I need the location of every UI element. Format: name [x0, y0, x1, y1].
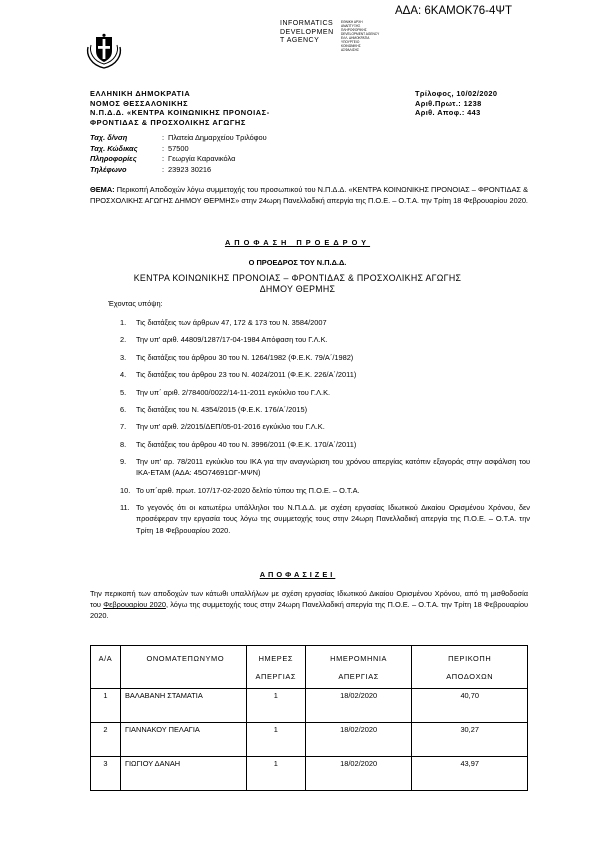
contact-value: 57500: [168, 143, 189, 153]
document-reference: [415, 89, 497, 118]
logo-line: DEVELOPMEN: [280, 28, 334, 36]
logo-small-line: ΕΘΝΙΚΗ ΑΡΧΗ: [341, 20, 363, 24]
payroll-month: Φεβρουαρίου 2020: [103, 600, 166, 610]
contact-key: Ταχ. δ/νση: [90, 133, 128, 142]
list-item: 7. Την υπ' αριθ. 2/2015/ΔΕΠ/05-01-2016 εγκύκλιο του Γ.Λ.Κ.: [120, 422, 325, 432]
ada-code: ΑΔΑ: 6ΚΑΜΟΚ76-4ΨΤ: [395, 5, 512, 17]
contact-value: 23923 30216: [168, 164, 212, 174]
col-header-days: ΗΜΕΡΕΣ ΑΠΕΡΓΙΑΣ: [246, 646, 305, 689]
contact-key: Πληροφορίες: [90, 154, 137, 163]
decides-title: ΑΠΟΦΑΣΙΖΕΙ: [259, 570, 336, 579]
salary-cut-table: [90, 645, 528, 791]
col-header-aa: Α/Α: [91, 646, 121, 689]
president-title: Ο ΠΡΟΕΔΡΟΣ ΤΟΥ Ν.Π.Δ.Δ.: [248, 258, 347, 267]
list-item: 1. Τις διατάξεις των άρθρων 47, 172 & 173 του Ν. 3584/2007: [120, 318, 327, 327]
col-header-name: ΟΝΟΜΑΤΕΠΩΝΥΜΟ: [120, 646, 246, 689]
table-row: 1 ΒΑΛΑΒΑΝΗ ΣΤΑΜΑΤΙΑ 1 18/02/2020 40,70: [91, 689, 528, 723]
contact-value: Γεωργία Καρανικόλα: [168, 154, 236, 163]
logo-small-line: ΑΝΑΠΤΥΞΗΣ: [341, 24, 361, 28]
list-item: 10. Το υπ΄αριθ. πρωτ. 107/17-02-2020 δελτίο τύπου της Π.Ο.Ε. – Ο.Τ.Α.: [120, 485, 360, 495]
subject-text: Περικοπή Αποδοχών λόγω συμμετοχής του προσωπικού του Ν.Π.Δ.Δ. «ΚΕΝΤΡΑ ΚΟΙΝΩΝΙΚΗΣ ΠΡΟΝΟΙΑΣ – ΦΡΟΝΤΙΔΑΣ & ΠΡΟΣΧΟΛΙΚΗΣ ΑΓΩΓΗΣ ΔΗΜΟΥ ΘΕΡΜΗΣ» στην 24ωρη Πανελλαδική απεργία της Π.Ο.Ε. – Ο.Τ.Α. την Τρίτη 18 Φεβρουαρίου 2020.: [90, 185, 528, 205]
logo-small-line: ΥΠΟΥΡΓΕΙΟ: [341, 40, 360, 44]
table-row: 3 ΓΙΩΓΙΟΥ ΔΑΝΑΗ 1 18/02/2020 43,97: [91, 757, 528, 791]
decision-title: ΑΠΟΦΑΣΗ ΠΡΟΕΔΡΟΥ: [224, 238, 371, 247]
col-header-date: ΗΜΕΡΟΜΗΝΙΑ ΑΠΕΡΓΙΑΣ: [305, 646, 412, 689]
decision-number: Αριθ. Αποφ.: 443: [415, 108, 481, 118]
list-item: 6. Τις διατάξεις του Ν. 4354/2015 (Φ.Ε.Κ. 176/Α΄/2015): [120, 404, 308, 414]
logo-small-line: ΠΛΗΡΟΦΟΡΙΚΗΣ: [341, 28, 367, 32]
contact-key: Ταχ. Κώδικας: [90, 143, 138, 153]
list-item: 8. Τις διατάξεις του άρθρου 40 του Ν. 3996/2011 (Φ.Ε.Κ. 170/Α΄/2011): [120, 439, 357, 449]
contact-value: Πλατεία Δημαρχείου Τριλόφου: [168, 133, 267, 142]
header-line: Ν.Π.Δ.Δ. «ΚΕΝΤΡΑ ΚΟΙΝΩΝΙΚΗΣ ΠΡΟΝΟΙΑΣ-: [90, 108, 270, 118]
considerations-intro: Έχοντας υπόψη:: [108, 299, 163, 308]
list-item: 5. Την υπ΄ αριθ. 2/78400/0022/14-11-2011 εγκύκλιο του Γ.Λ.Κ.: [120, 387, 331, 397]
issuer-header: [90, 89, 270, 127]
list-item: 9. Την υπ' αρ. 78/2011 εγκύκλιο του ΙΚΑ για την αναγνώριση του χρόνου απεργίας κατόπιν εξαγοράς στην ασφάλιση του ΙΚΑ-ΕΤΑΜ (ΑΔΑ: 45Ο74691ΩΓ-ΜΨΝ): [120, 457, 530, 478]
list-item: 4. Τις διατάξεις του άρθρου 23 του Ν. 4024/2011 (Φ.Ε.Κ. 226/Α΄/2011): [120, 370, 357, 380]
greek-coat-of-arms-icon: [85, 33, 123, 69]
protocol-number: Αριθ.Πρωτ.: 1238: [415, 98, 482, 108]
decision-body: Την περικοπή των αποδοχών των κάτωθι υπαλλήλων με σχέση εργασίας Ιδιωτικού Δικαίου Ορισμένου Χρόνου, από τη μισθοδοσία του Φεβρουαρίου 2020, λόγω της συμμετοχής τους στην 24ωρη Πανελλαδική απεργία της Π.Ο.Ε. – Ο.Τ.Α. την Τρίτη 18 Φεβρουαρίου 2020.: [90, 589, 528, 621]
header-line: ΝΟΜΟΣ ΘΕΣΣΑΛΟΝΙΚΗΣ: [90, 98, 189, 108]
organization-title: [60, 273, 535, 294]
list-item: 11. Το γεγονός ότι οι κατωτέρω υπάλληλοι του Ν.Π.Δ.Δ. με σχέση εργασίας Ιδιωτικού Δικαίου Ορισμένου Χρόνου, δεν προσέφεραν την εργασία τους λόγω της συμμετοχής τους στην 24ωρη Πανελλαδική απεργία της Π.Ο.Ε. – Ο.Τ.Α. την Τρίτη 18 Φεβρουαρίου 2020.: [120, 503, 530, 535]
logo-small-line: DEVELOPMENT AGENCY: [341, 32, 380, 36]
table-header-row: [91, 646, 528, 689]
header-line: ΦΡΟΝΤΙΔΑΣ & ΠΡΟΣΧΟΛΙΚΗΣ ΑΓΩΓΗΣ: [90, 117, 246, 127]
logo-line: INFORMATICS: [280, 20, 334, 27]
place-date: Τρίλοφος, 10/02/2020: [415, 89, 498, 98]
subject-paragraph: [90, 185, 528, 207]
subject-label: ΘΕΜΑ:: [90, 185, 115, 194]
table-row: 2 ΓΙΑΝΝΑΚΟΥ ΠΕΛΑΓΙΑ 1 18/02/2020 30,27: [91, 723, 528, 757]
organization-title-line: ΚΕΝΤΡΑ ΚΟΙΝΩΝΙΚΗΣ ΠΡΟΝΟΙΑΣ – ΦΡΟΝΤΙΔΑΣ & ΠΡΟΣΧΟΛΙΚΗΣ ΑΓΩΓΗΣ: [133, 273, 462, 283]
contact-details: Ταχ. δ/νση : Πλατεία Δημαρχείου Τριλόφου Ταχ. Κώδικας : 57500 Πληροφορίες : Γεωργία Καρανικόλα Τηλέφωνο : 23923 30216: [90, 133, 267, 174]
contact-key: Τηλέφωνο: [90, 164, 127, 174]
list-item: 3. Τις διατάξεις του άρθρου 30 του Ν. 1264/1982 (Φ.Ε.Κ. 79/Α΄/1982): [120, 352, 354, 362]
logo-line: T AGENCY: [280, 37, 320, 44]
col-header-cut: ΠΕΡΙΚΟΠΗ ΑΠΟΔΟΧΩΝ: [412, 646, 528, 689]
considerations-list: [120, 317, 530, 542]
list-item: 2. Την υπ' αριθ. 44809/1287/17-04-1984 Απόφαση του Γ.Λ.Κ.: [120, 335, 328, 345]
logo-small-line: ΑΣΦΑΛΙΣΗΣ: [341, 48, 359, 52]
logo-small-line: ΕΛΛ. ΔΗΜΟΚΡΑΤΙΑ: [341, 36, 370, 40]
informatics-agency-logo: [280, 20, 410, 52]
header-line: ΕΛΛΗΝΙΚΗ ΔΗΜΟΚΡΑΤΙΑ: [90, 89, 191, 98]
logo-small-line: ΚΟΙΝΩΝΙΚΗΣ: [341, 44, 361, 48]
organization-title-line: ΔΗΜΟΥ ΘΕΡΜΗΣ: [259, 283, 336, 294]
